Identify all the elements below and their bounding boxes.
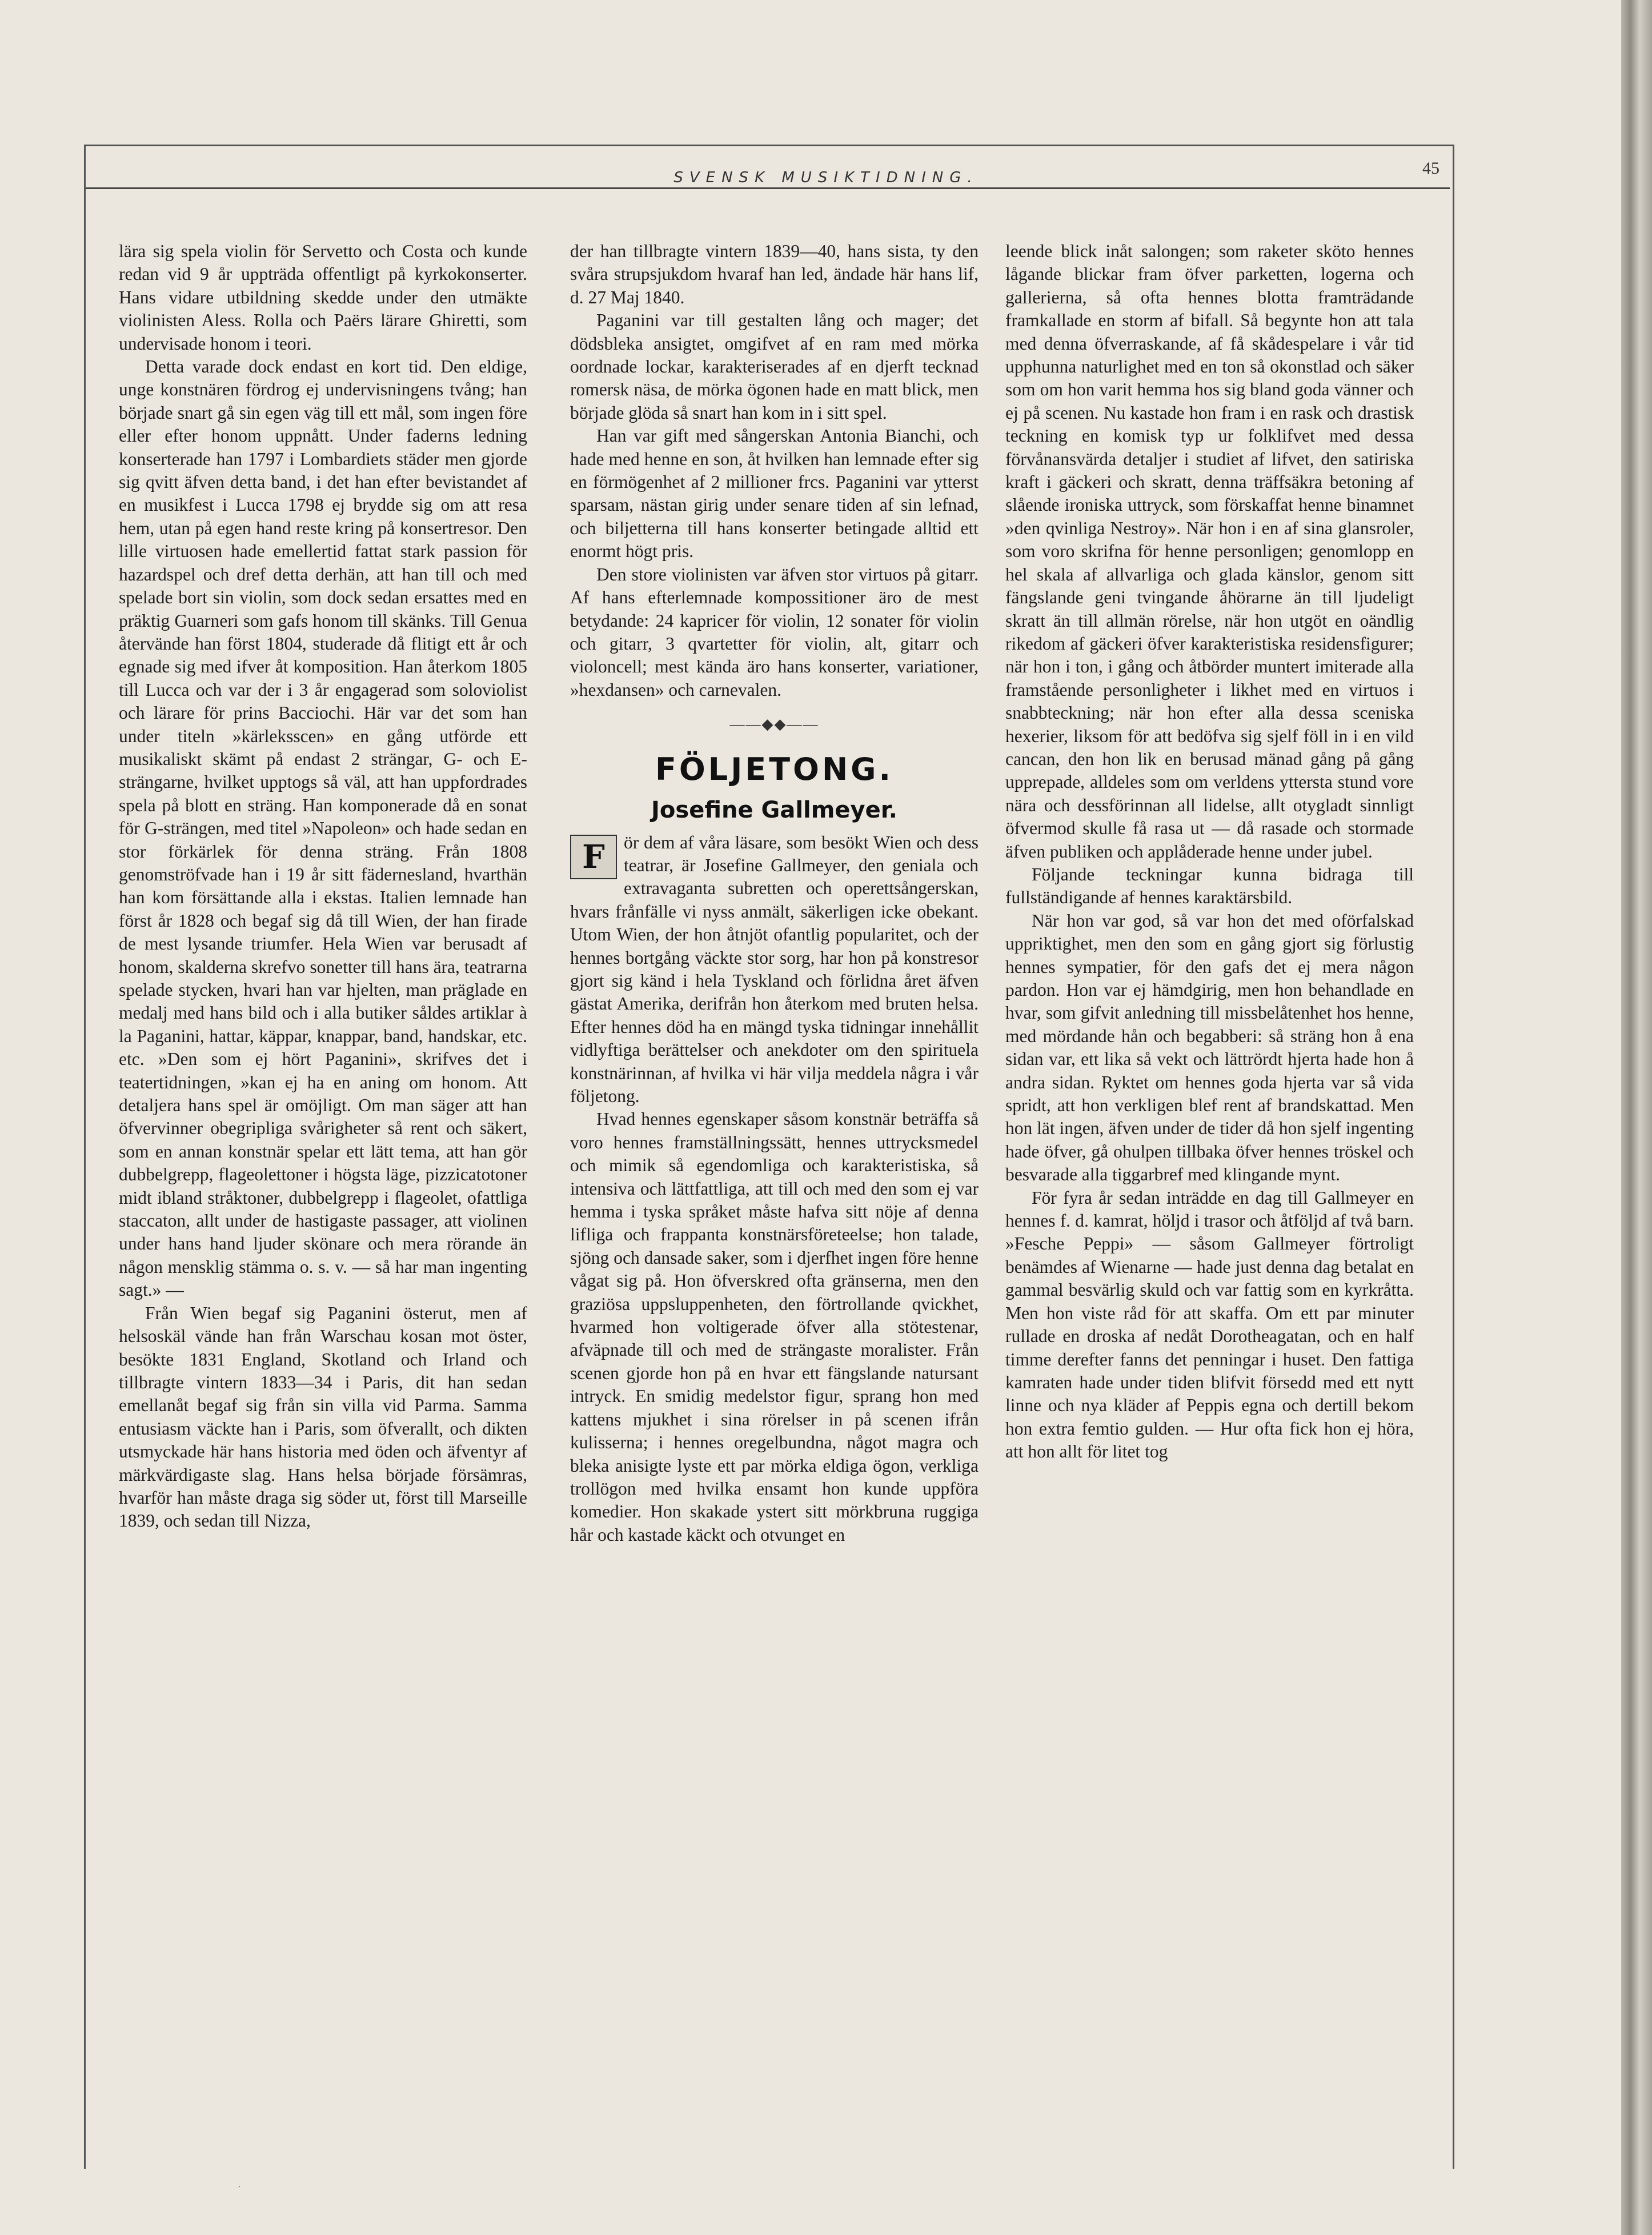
- column-1: [119, 240, 527, 1533]
- paragraph: Paganini var till gestalten lång och mager; det dödsbleka ansigtet, omgifvet af en ram med mörka oordnade lockar, karakteriserades af en djerft tecknad romersk näsa, de mörka ögonen hade en matt blick, men började glöda så snart han kom in i sitt spel.: [570, 310, 979, 423]
- paragraph: Han var gift med sångerskan Antonia Bianchi, och hade med henne en son, åt hvilken han lemnade efter sig en förmögenhet af 2 millioner frcs. Paganini var ytterst sparsam, nästan girig under senare tiden af sin lefnad, och biljetterna till hans konserter betingade alltid ett enormt högt pris.: [570, 426, 979, 562]
- paragraph: [570, 831, 979, 1108]
- column-3: [1005, 240, 1414, 1464]
- page-edge: [1621, 0, 1652, 2235]
- paragraph: Den store violinisten var äfven stor virtuos på gitarr. Af hans efterlemnade kompossitioner äro de mest betydande: 24 kapricer för violin, 12 sonater för violin och gitarr, 3 qvartetter för violin, alt, gitarr och violoncell; mest kända äro hans konserter, variationer, »hexdansen» och carnevalen.: [570, 564, 979, 700]
- paragraph: För fyra år sedan inträdde en dag till Gallmeyer en hennes f. d. kamrat, höljd i trasor och åtföljd af två barn. »Fesche Peppi» — såsom Gallmeyer förtroligt benämdes af Wienarne — hade just denna dag betalat en gammal besvärlig skuld och var fattig som en kyrkråtta. Men hon viste råd för att skaffa. Om ett par minuter rullade en droska af nedåt Dorotheagatan, och en half timme derefter fanns det penningar i huset. Den fattiga kamraten hade under tiden blifvit försedd med ett nytt linne och nya kläder af Peppis egna och dertill bekom hon extra femtio gulden. — Hur ofta fick hon ej höra, att hon allt för litet tog: [1005, 1187, 1414, 1462]
- feuilleton-heading: FÖLJETONG.: [655, 751, 893, 787]
- paragraph: Hvad hennes egenskaper såsom konstnär beträffa så voro hennes framställningssätt, hennes uttrycksmedel och mimik så egendomliga och karakteristiska, så intensiva och lättfattliga, att till och med den som ej var hemma i tyska språket måste hafva sitt nöje af denna lifliga och frappanta konstnärsföreteelse; hon talade, sjöng och dansade saker, som i djerfhet ingen före henne vågat sig på. Hon öfverskred ofta gränserna, men den graziösa uppsluppenheten, den förtrollande qvickhet, hvarmed hon voltigerade öfver alla stötestenar, afväpnade till och med de strängaste moralister. Från scenen gjorde hon på en hvar ett fängslande natursant intryck. En smidig medelstor figur, sprang hon med kattens mjukhet i sina rörelser in på scenen ifrån kulisserna; i hennes oregelbundna, något magra och bleka anisigte lyste ett par mörka eldiga ögon, verkliga trollögon med hvilka ensamt hon kunde uppföra komedier. Hon skakade ystert sitt mörkbruna ruggiga hår och kastade käckt och otvunget en: [570, 1109, 979, 1545]
- section-ornament: ——◆◆——: [729, 716, 819, 733]
- paragraph: Detta varade dock endast en kort tid. Den eldige, unge konstnären fördrog ej undervisningens tvång; han började snart gå sin egen väg till ett mål, som ingen före eller efter honom uppnått. Under faderns ledning konserterade han 1797 i Lombardiets städer men gjorde sig qvitt äfven detta band, i det han efter bevistandet af en musikfest i Lucca 1798 ej brydde sig om att resa hem, utan på egen hand reste kring på konsertresor. Den lille virtuosen hade emellertid fattat stark passion för hazardspel och dref detta derhän, att han till och med spelade bort sin violin, som dock sedan ersattes med en präktig Guarneri som gafs honom till skänks. Till Genua återvände han först 1804, studerade då flitigt ett år och egnade sig med ifver åt komposition. Han återkom 1805 till Lucca och var der i 3 år engagerad som soloviolist och lärare för prins Bacciochi. Här var det som han under titeln »kärleksscen» en gång utförde ett musikaliskt skämt på endast 2 strängar, G- och E-strängarne, hvilket upptogs så väl, att han uppfordrades spela på blott en sträng. Han komponerade då en sonat för G-strängen, med titel »Napoleon» och hade sedan en stor förkärlek för denna sträng. Från 1808 genomströfvade han i 19 år sitt fädernesland, hvarthän han kom försättande alla i ekstas. Italien lemnade han först år 1828 och begaf sig då till Wien, der han firade de mest lysande triumfer. Hela Wien var berusadt af honom, skalderna skrefvo sonetter till hans ära, teatrarna spelade stycken, hvari han var hjelten, man präglade en medalj med hans bild och i alla butiker såldes artiklar à la Paganini, hattar, käppar, knappar, band, handskar, etc. etc. »Den som ej hört Paganini», skrifves det i teatertidningen, »kan ej ha en aning om honom. Att detaljera hans spel är omöjligt. Om man säger att han öfvervinner obegripliga svårigheter så rent och säkert, som en annan konstnär spelar ett lätt tema, att han gör dubbelgrepp, flageolettoner i högsta läge, pizzicatotoner midt ibland stråktoner, dubbelgrepp i flageolet, ofattliga staccaton, allt under de hastigaste passager, att violinen under hans hand ljuder skönare och mera rörande än någon mensklig stämma o. s. v. — så har man ingenting sagt.» —: [119, 357, 527, 1300]
- column-2: [570, 240, 979, 1547]
- drop-cap: F: [570, 835, 617, 879]
- paragraph: leende blick inåt salongen; som raketer sköto hennes lågande blickar fram öfver parketten, logerna och gallerierna, så ofta hennes blotta framträdande framkallade en storm af bifall. Så begynte hon att tala med denna öfverraskande, af få skådespelare i vår tid upphunna naturlighet med en ton så okonstlad och säker som om hon varit hemma hos sig bland goda vänner och ej på scenen. Nu kastade hon fram i en rask och drastisk teckning en komisk typ ur folklifvet med dessa förvånansvärda detaljer i studiet af lifvet, den satiriska kraft i gäckeri och skratt, denna träffsäkra betoning af slående ironiska uttryck, som förskaffat henne binamnet »den qvinliga Nestroy». När hon i en af sina glansroler, som voro skrifna för henne personligen; genomlopp en hel skala af allvarliga och glada känslor, genom sitt fängslande geni tvingande åhörarne än till ljudeligt skratt än till allmän rörelse, när hon utgöt en oändlig rikedom af gäckeri öfver karakteristiska residensfigurer; när hon i ton, i gång och åtbörder muntert imiterade alla framstående personligheter i likhet med en virtuos i snabbteckning; när hon efter alla dessa sceniska hexerier, liksom för att bedöfva sig sjelf föll in i en vild cancan, den hon lik en berusad mänad gång på gång upprepade, alldeles som om verldens yttersta stund vore nära och dessförinnan all lidelse, allt otygladt sinnligt öfvermod skulle få rasa ut — då rasade och stormade äfven publiken och applåderade henne under jubel.: [1005, 241, 1414, 862]
- page-number: 45: [1422, 159, 1440, 178]
- paragraph-text: ör dem af våra läsare, som besökt Wien och dess teatrar, är Josefine Gallmeyer, den geniala och extravaganta subretten och operettsångerskan, hvars frånfälle vi nyss anmält, säkerligen icke obekant. Utom Wien, der hon åtnjöt ofantlig popularitet, och der hennes bortgång väckte stor sorg, har hon på konstresor gjort sig känd i hela Tyskland och förlidna året äfven gästat Amerika, derifrån hon återkom med bruten helsa. Efter hennes död ha en mängd tyska tidningar innehållit vidlyftiga berättelser och anekdoter om den spirituela konstnärinnan, af hvilka vi här vilja meddela några i vår följetong.: [570, 832, 979, 1106]
- article-title: Josefine Gallmeyer.: [651, 796, 897, 823]
- paragraph: Följande teckningar kunna bidraga till fullständigande af hennes karaktärsbild.: [1005, 864, 1414, 908]
- header-rule: [86, 187, 1450, 189]
- paragraph: lära sig spela violin för Servetto och Costa och kunde redan vid 9 år uppträda offentligt på kyrkokonserter. Hans vidare utbildning skedde under den utmäkte violinisten Aless. Rolla och Paërs lärare Ghiretti, som undervisade honom i teori.: [119, 241, 527, 354]
- paragraph: När hon var god, så var hon det med oförfalskad uppriktighet, men den som en gång gjort sig förlustig hennes sympatier, för den gafs det ej mera någon pardon. Hon var ej hämdgirig, men hon behandlade en hvar, som gifvit anledning till missbelåtenhet hos henne, med mördande hån och begabberi: så sträng hon å ena sidan var, ett lika så vekt och lättrördt hjerta hade hon å andra sidan. Ryktet om hennes goda hjerta var så vida spridt, att hon verkligen blef rent af brandskattad. Men hon lät ingen, äfven under de tider då hon sjelf ingenting hade öfver, gå ohulpen tillbaka öfver hennes tröskel och besvarade alla tiggarbref med klingande mynt.: [1005, 910, 1414, 1185]
- paragraph: Från Wien begaf sig Paganini österut, men af helsoskäl vände han från Warschau kosan mot öster, besökte 1831 England, Skotland och Irland och tillbragte vintern 1833—34 i Paris, dit han sedan emellanåt begaf sig från sin villa vid Parma. Samma entusiasm väckte han i Paris, som öfverallt, och dikten utsmyckade här hans historia med öden och äfventyr af märkvärdigaste slag. Hans helsa började försämras, hvarför han måste draga sig söder ut, först till Marseille 1839, och sedan till Nizza,: [119, 1303, 527, 1531]
- running-title: SVENSK MUSIKTIDNING.: [673, 169, 979, 186]
- stray-mark: ´: [237, 2185, 241, 2194]
- paragraph: der han tillbragte vintern 1839—40, hans sista, ty den svåra strupsjukdom hvaraf han led, ändade här hans lif, d. 27 Maj 1840.: [570, 241, 979, 307]
